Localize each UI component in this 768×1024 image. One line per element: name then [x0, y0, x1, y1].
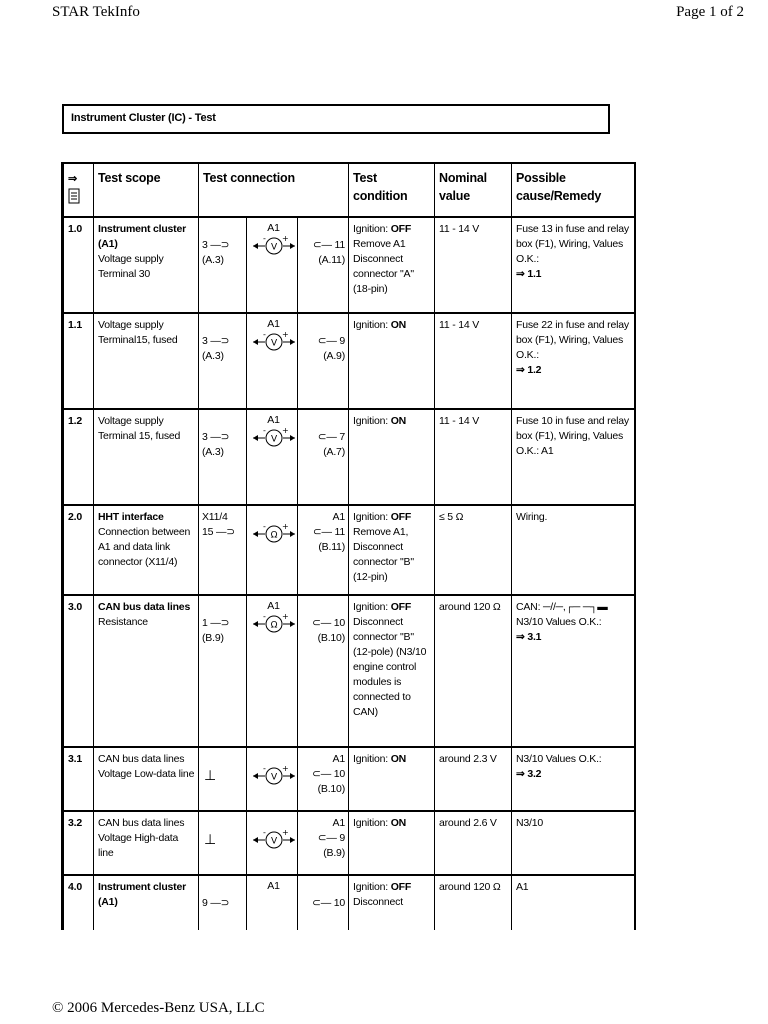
- test-scope-text: Resistance: [98, 616, 148, 628]
- right-connection: [312, 896, 345, 911]
- socket-icon: ⊂—: [312, 239, 332, 251]
- test-step-number: 4.0: [64, 875, 94, 930]
- test-scope-title: CAN bus data lines: [98, 601, 191, 613]
- left-connection: [202, 616, 229, 646]
- left-pin-ref: (B.9): [202, 632, 224, 644]
- nominal-value-cell: 11 - 14 V: [435, 313, 512, 409]
- right-pin-ref: (B.10): [317, 783, 345, 795]
- meter: [251, 510, 297, 545]
- ohmmeter-icon: [251, 523, 297, 545]
- nominal-value-cell: around 2.3 V: [435, 747, 512, 811]
- right-pin: 10: [333, 768, 345, 780]
- possible-cause-cell: [512, 811, 635, 875]
- possible-cause-cell: [512, 505, 635, 595]
- svg-text:-: -: [262, 331, 266, 339]
- svg-text:-: -: [262, 427, 266, 435]
- left-pin: 1: [202, 617, 208, 629]
- condition-state: ON: [390, 753, 407, 765]
- right-pin: 11: [334, 239, 345, 251]
- test-connection-cell: [199, 595, 349, 747]
- condition-state: OFF: [390, 881, 412, 893]
- test-scope-text: Voltage supply Terminal15, fused: [98, 319, 178, 346]
- table-row: [64, 747, 635, 811]
- nominal-value-cell: around 120 Ω: [435, 595, 512, 747]
- svg-text:V: V: [270, 772, 277, 783]
- left-pin-ref: (A.3): [202, 254, 224, 266]
- right-connection: [318, 334, 345, 364]
- meter: [251, 318, 297, 353]
- header-test-scope: Test scope: [94, 163, 199, 217]
- arrow-icon: ⇒: [68, 173, 78, 185]
- test-connection-cell: [199, 505, 349, 595]
- meter: [251, 222, 297, 257]
- cause-text: A1: [516, 881, 529, 893]
- svg-text:+: +: [281, 765, 289, 773]
- test-condition-cell: [349, 313, 435, 409]
- table-row: [64, 217, 635, 313]
- test-scope-text: Connection between A1 and data link connector (X11/4): [98, 526, 191, 568]
- test-scope-title: HHT interface: [98, 511, 164, 523]
- table-row: [64, 875, 635, 930]
- voltmeter-icon: [251, 235, 297, 257]
- test-condition-cell: [349, 811, 435, 875]
- svg-text:+: +: [281, 523, 289, 531]
- right-pin-ref: (A.7): [323, 446, 345, 458]
- possible-cause-cell: [512, 875, 635, 930]
- left-pin: 3: [202, 335, 208, 347]
- nominal-value-cell: around 2.6 V: [435, 811, 512, 875]
- next-step-link: ⇒ 3.1: [516, 631, 542, 643]
- test-scope-text: CAN bus data lines Voltage Low-data line: [98, 753, 195, 780]
- svg-text:V: V: [270, 434, 277, 445]
- test-step-number: 1.0: [64, 217, 94, 313]
- meter: [251, 816, 297, 851]
- nominal-value-cell: around 120 Ω: [435, 875, 512, 930]
- left-connection: [202, 334, 229, 364]
- left-pin-ref: (A.3): [202, 446, 224, 458]
- cause-text: Fuse 22 in fuse and relay box (F1), Wiring, Values O.K.:: [516, 319, 629, 361]
- test-connection-cell: [199, 313, 349, 409]
- socket-icon: ⊂—: [317, 431, 337, 443]
- condition-label: Ignition:: [353, 415, 388, 427]
- right-pin-ref: (B.9): [323, 847, 345, 859]
- right-pin-ref: (A.11): [318, 254, 345, 266]
- voltmeter-icon: [251, 765, 297, 787]
- left-pin: 3: [202, 239, 208, 251]
- test-scope-cell: [94, 875, 199, 930]
- left-connection: [202, 238, 229, 268]
- plug-icon: —⊃: [210, 897, 230, 909]
- plug-icon: —⊃: [210, 431, 230, 443]
- condition-label: Ignition:: [353, 817, 388, 829]
- test-scope-cell: [94, 505, 199, 595]
- right-pin: 11: [334, 526, 345, 538]
- socket-icon: ⊂—: [312, 526, 332, 538]
- meter-label: [251, 816, 297, 829]
- table-row: [64, 313, 635, 409]
- svg-text:V: V: [270, 836, 277, 847]
- nominal-value-cell: 11 - 14 V: [435, 409, 512, 505]
- test-condition-cell: [349, 505, 435, 595]
- plug-icon: —⊃: [210, 335, 230, 347]
- svg-text:+: +: [281, 331, 289, 339]
- possible-cause-cell: [512, 595, 635, 747]
- right-pin-ref: (B.10): [317, 632, 345, 644]
- svg-text:-: -: [262, 523, 266, 531]
- test-condition-cell: [349, 409, 435, 505]
- svg-text:-: -: [262, 235, 266, 243]
- meter-label: A1: [267, 880, 280, 892]
- condition-label: Ignition:: [353, 601, 388, 613]
- svg-text:Ω: Ω: [270, 620, 277, 631]
- meter-label: A1: [267, 318, 280, 330]
- cause-text: N3/10 Values O.K.:: [516, 753, 602, 765]
- test-scope-cell: [94, 811, 199, 875]
- right-pin-ref: (A.9): [323, 350, 345, 362]
- meter-label: [251, 752, 297, 765]
- test-scope-cell: [94, 409, 199, 505]
- test-scope-text: Voltage supply Terminal 30: [98, 253, 164, 280]
- left-connection: [202, 510, 235, 540]
- svg-text:V: V: [270, 242, 277, 253]
- socket-icon: ⊂—: [312, 768, 331, 780]
- right-pin-ref: (B.11): [318, 541, 345, 553]
- right-connection: [318, 430, 345, 460]
- condition-label: Ignition:: [353, 319, 388, 331]
- condition-state: OFF: [390, 223, 412, 235]
- condition-label: Ignition:: [353, 511, 388, 523]
- header-nominal-value: Nominal value: [435, 163, 512, 217]
- condition-state: ON: [390, 817, 407, 829]
- socket-icon: ⊂—: [317, 335, 337, 347]
- right-connection-label: A1: [332, 511, 345, 523]
- right-connection-label: A1: [332, 817, 345, 829]
- right-connection: [312, 752, 345, 797]
- svg-text:-: -: [262, 765, 266, 773]
- svg-text:+: +: [281, 427, 289, 435]
- right-connection: [318, 816, 345, 861]
- ground-symbol: ⊥: [204, 831, 216, 847]
- right-pin: 10: [333, 897, 345, 909]
- test-step-number: 3.0: [64, 595, 94, 747]
- condition-label: Ignition:: [353, 881, 388, 893]
- left-pin: 3: [202, 431, 208, 443]
- cause-text: N3/10: [516, 817, 544, 829]
- header-possible-cause: Possible cause/Remedy: [512, 163, 635, 217]
- condition-state: ON: [390, 319, 407, 331]
- meter: [251, 600, 297, 635]
- page-header-right: Page 1 of 2: [676, 4, 744, 20]
- condition-details: Disconnect connector "B" (12-pole) (N3/10 engine control modules is connected to CAN): [353, 616, 427, 718]
- meter-label: [251, 510, 297, 523]
- socket-icon: ⊂—: [317, 832, 337, 844]
- table-row: [64, 505, 635, 595]
- left-connection: [202, 896, 229, 911]
- test-connection-cell: [199, 747, 349, 811]
- document-title: Instrument Cluster (IC) - Test: [62, 104, 610, 134]
- svg-text:Ω: Ω: [270, 530, 277, 541]
- right-connection: [313, 510, 345, 555]
- page-footer: © 2006 Mercedes-Benz USA, LLC: [52, 1000, 265, 1016]
- page-header-left: STAR TekInfo: [52, 4, 140, 20]
- socket-icon: ⊂—: [312, 617, 331, 629]
- test-step-number: 2.0: [64, 505, 94, 595]
- nominal-value-cell: ≤ 5 Ω: [435, 505, 512, 595]
- test-scope-cell: [94, 595, 199, 747]
- test-table: [63, 162, 635, 930]
- test-step-number: 3.1: [64, 747, 94, 811]
- header-test-connection: Test connection: [199, 163, 349, 217]
- right-pin: 9: [339, 832, 345, 844]
- test-step-number: 1.1: [64, 313, 94, 409]
- left-connection-label: X11/4: [202, 511, 228, 523]
- ground-symbol: ⊥: [204, 767, 216, 783]
- test-table-container: [61, 162, 636, 930]
- right-pin: 10: [333, 617, 345, 629]
- left-pin: 15: [202, 526, 214, 538]
- svg-text:-: -: [262, 613, 266, 621]
- table-row: [64, 409, 635, 505]
- meter-label: A1: [267, 414, 280, 426]
- meter-label: A1: [267, 222, 280, 234]
- next-step-link: ⇒ 3.2: [516, 768, 542, 780]
- voltmeter-icon: [251, 829, 297, 851]
- meter: [251, 752, 297, 787]
- socket-icon: ⊂—: [312, 897, 331, 909]
- svg-text:+: +: [281, 829, 289, 837]
- test-connection-cell: [199, 217, 349, 313]
- ohmmeter-icon: [251, 613, 297, 635]
- svg-text:+: +: [281, 613, 289, 621]
- plug-icon: —⊃: [210, 239, 230, 251]
- condition-label: Ignition:: [353, 753, 388, 765]
- plug-icon: —⊃: [216, 526, 235, 538]
- possible-cause-cell: [512, 217, 635, 313]
- test-condition-cell: [349, 875, 435, 930]
- left-connection: [202, 430, 229, 460]
- test-scope-text: Voltage supply Terminal 15, fused: [98, 415, 181, 442]
- table-row: [64, 595, 635, 747]
- test-condition-cell: [349, 217, 435, 313]
- cause-text: CAN: ─//─,┌─ ─┐▬ N3/10 Values O.K.:: [516, 601, 608, 628]
- test-step-number: 1.2: [64, 409, 94, 505]
- meter: [251, 414, 297, 449]
- test-scope-title: Instrument cluster (A1): [98, 881, 187, 908]
- cause-text: Wiring.: [516, 511, 548, 523]
- voltmeter-icon: [251, 427, 297, 449]
- header-test-condition: Test condition: [349, 163, 435, 217]
- meter-label: A1: [267, 600, 280, 612]
- test-scope-title: Instrument cluster (A1): [98, 223, 187, 250]
- test-connection-cell: [199, 875, 349, 930]
- right-connection-label: A1: [332, 753, 345, 765]
- voltmeter-icon: [251, 331, 297, 353]
- test-scope-cell: [94, 747, 199, 811]
- header-icon-cell: [64, 163, 94, 217]
- next-step-link: ⇒ 1.2: [516, 364, 542, 376]
- condition-details: Disconnect: [353, 896, 403, 908]
- right-pin: 7: [339, 431, 345, 443]
- test-scope-cell: [94, 313, 199, 409]
- condition-state: OFF: [390, 601, 412, 613]
- document-icon: [68, 188, 80, 204]
- meter: [267, 880, 279, 893]
- possible-cause-cell: [512, 409, 635, 505]
- possible-cause-cell: [512, 747, 635, 811]
- test-scope-cell: [94, 217, 199, 313]
- cause-text: Fuse 10 in fuse and relay box (F1), Wiring, Values O.K.: A1: [516, 415, 629, 457]
- condition-details: Remove A1, Disconnect connector "B" (12-pin): [353, 526, 414, 583]
- left-pin: 9: [202, 897, 208, 909]
- condition-state: OFF: [390, 511, 412, 523]
- test-condition-cell: [349, 747, 435, 811]
- next-step-link: ⇒ 1.1: [516, 268, 542, 280]
- svg-text:-: -: [262, 829, 266, 837]
- possible-cause-cell: [512, 313, 635, 409]
- nominal-value-cell: 11 - 14 V: [435, 217, 512, 313]
- test-connection-cell: [199, 409, 349, 505]
- svg-text:V: V: [270, 338, 277, 349]
- condition-state: ON: [390, 415, 407, 427]
- svg-text:+: +: [281, 235, 289, 243]
- condition-details: Remove A1 Disconnect connector "A" (18-pin): [353, 238, 414, 295]
- plug-icon: —⊃: [210, 617, 230, 629]
- table-body: [64, 217, 635, 930]
- right-connection: [313, 238, 345, 268]
- test-condition-cell: [349, 595, 435, 747]
- test-scope-text: CAN bus data lines Voltage High-data line: [98, 817, 185, 859]
- test-step-number: 3.2: [64, 811, 94, 875]
- right-connection: [312, 616, 345, 646]
- test-connection-cell: [199, 811, 349, 875]
- condition-label: Ignition:: [353, 223, 388, 235]
- left-pin-ref: (A.3): [202, 350, 224, 362]
- right-pin: 9: [339, 335, 345, 347]
- cause-text: Fuse 13 in fuse and relay box (F1), Wiring, Values O.K.:: [516, 223, 629, 265]
- table-row: [64, 811, 635, 875]
